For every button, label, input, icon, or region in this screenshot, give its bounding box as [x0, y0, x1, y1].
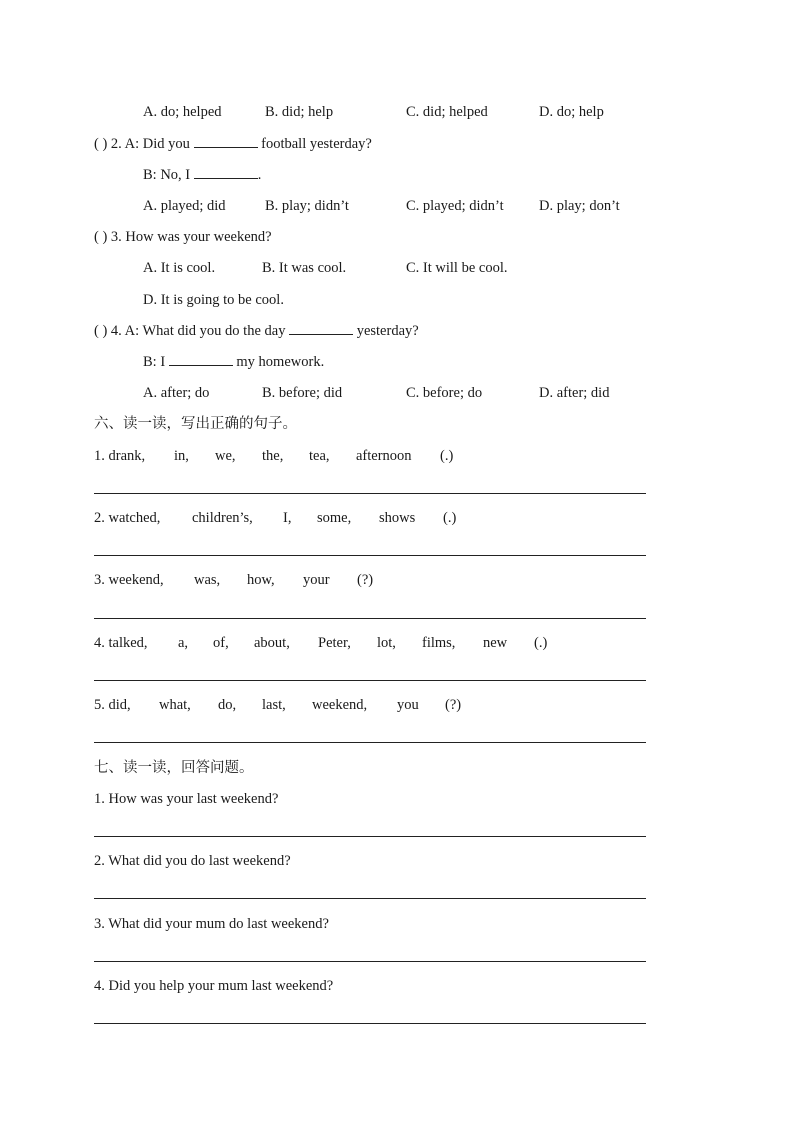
word: do, [218, 697, 237, 713]
word: (.) [440, 448, 454, 464]
q4-option-b: B. before; did [262, 385, 343, 401]
answer-paren[interactable]: ( ) [94, 136, 108, 152]
word: some, [317, 510, 352, 526]
answer-line-s7-2[interactable] [94, 898, 646, 899]
answer-line-s6-4[interactable] [94, 680, 646, 681]
q4-option-c: C. before; do [406, 385, 483, 401]
word: (.) [534, 635, 548, 651]
word: we, [215, 448, 236, 464]
q3-option-b: B. It was cool. [262, 260, 347, 276]
word: Peter, [318, 635, 351, 651]
q4-stem-b-end: my homework. [236, 354, 325, 370]
section7-heading: 七、读一读，回答问题。 [94, 760, 254, 776]
word: children’s, [192, 510, 253, 526]
s7-question-2: 2. What did you do last weekend? [94, 853, 291, 869]
q4-stem-b: B: I [143, 354, 166, 370]
answer-line-s7-1[interactable] [94, 836, 646, 837]
word: 5. did, [94, 697, 131, 713]
q2-stem-a-end: football yesterday? [261, 136, 372, 152]
word: 1. drank, [94, 448, 146, 464]
word: was, [194, 572, 221, 588]
q2-option-d: D. play; don’t [539, 198, 620, 214]
q4-option-d: D. after; did [539, 385, 610, 401]
word: afternoon [356, 448, 412, 464]
q4-blank-1[interactable] [289, 322, 353, 335]
q2-blank-2[interactable] [194, 166, 258, 179]
word: your [303, 572, 330, 588]
word: how, [247, 572, 275, 588]
q2-stem-b: B: No, I [143, 167, 191, 183]
q3-option-a: A. It is cool. [143, 260, 216, 276]
q4-stem-a: 4. A: What did you do the day [110, 323, 286, 339]
q3-option-c: C. It will be cool. [406, 260, 508, 276]
answer-line-s7-3[interactable] [94, 961, 646, 962]
q4-line2 [143, 353, 324, 371]
word: lot, [377, 635, 396, 651]
q2-line1 [94, 135, 372, 153]
answer-paren[interactable]: ( ) [94, 323, 108, 339]
word: in, [174, 448, 189, 464]
q1-option-a: A. do; helped [143, 104, 222, 120]
answer-line-s7-4[interactable] [94, 1023, 646, 1024]
q1-option-d: D. do; help [539, 104, 604, 120]
q1-option-b: B. did; help [265, 104, 334, 120]
q2-option-b: B. play; didn’t [265, 198, 349, 214]
word: (?) [445, 697, 462, 713]
answer-paren[interactable]: ( ) [94, 229, 108, 245]
q4-blank-2[interactable] [169, 353, 233, 366]
q3-stem: 3. How was your weekend? [110, 229, 272, 245]
s7-question-4: 4. Did you help your mum last weekend? [94, 978, 334, 994]
word: weekend, [312, 697, 368, 713]
q4-line1 [94, 322, 419, 340]
word: last, [262, 697, 286, 713]
word: 3. weekend, [94, 572, 164, 588]
word: a, [178, 635, 189, 651]
word: new [483, 635, 508, 651]
answer-line-s6-1[interactable] [94, 493, 646, 494]
s7-question-3: 3. What did your mum do last weekend? [94, 916, 329, 932]
q2-stem-b-end: . [257, 167, 262, 183]
word: tea, [309, 448, 330, 464]
word: 2. watched, [94, 510, 161, 526]
word: (.) [443, 510, 457, 526]
word: you [397, 697, 419, 713]
word: the, [262, 448, 284, 464]
word: I, [283, 510, 292, 526]
word: films, [422, 635, 456, 651]
word: about, [254, 635, 290, 651]
q2-option-c: C. played; didn’t [406, 198, 504, 214]
q3-line1 [94, 228, 272, 246]
q1-option-c: C. did; helped [406, 104, 488, 120]
answer-line-s6-2[interactable] [94, 555, 646, 556]
word: what, [159, 697, 191, 713]
q2-line2 [143, 166, 261, 184]
section6-heading: 六、读一读，写出正确的句子。 [94, 416, 297, 432]
s7-question-1: 1. How was your last weekend? [94, 791, 279, 807]
q2-option-a: A. played; did [143, 198, 226, 214]
word: of, [213, 635, 229, 651]
word: 4. talked, [94, 635, 148, 651]
q3-option-d: D. It is going to be cool. [143, 292, 284, 308]
q2-stem-a: 2. A: Did you [110, 136, 190, 152]
q4-option-a: A. after; do [143, 385, 210, 401]
q4-stem-a-end: yesterday? [356, 323, 419, 339]
answer-line-s6-5[interactable] [94, 742, 646, 743]
q2-blank-1[interactable] [194, 135, 258, 148]
answer-line-s6-3[interactable] [94, 618, 646, 619]
word: shows [379, 510, 416, 526]
word: (?) [357, 572, 374, 588]
